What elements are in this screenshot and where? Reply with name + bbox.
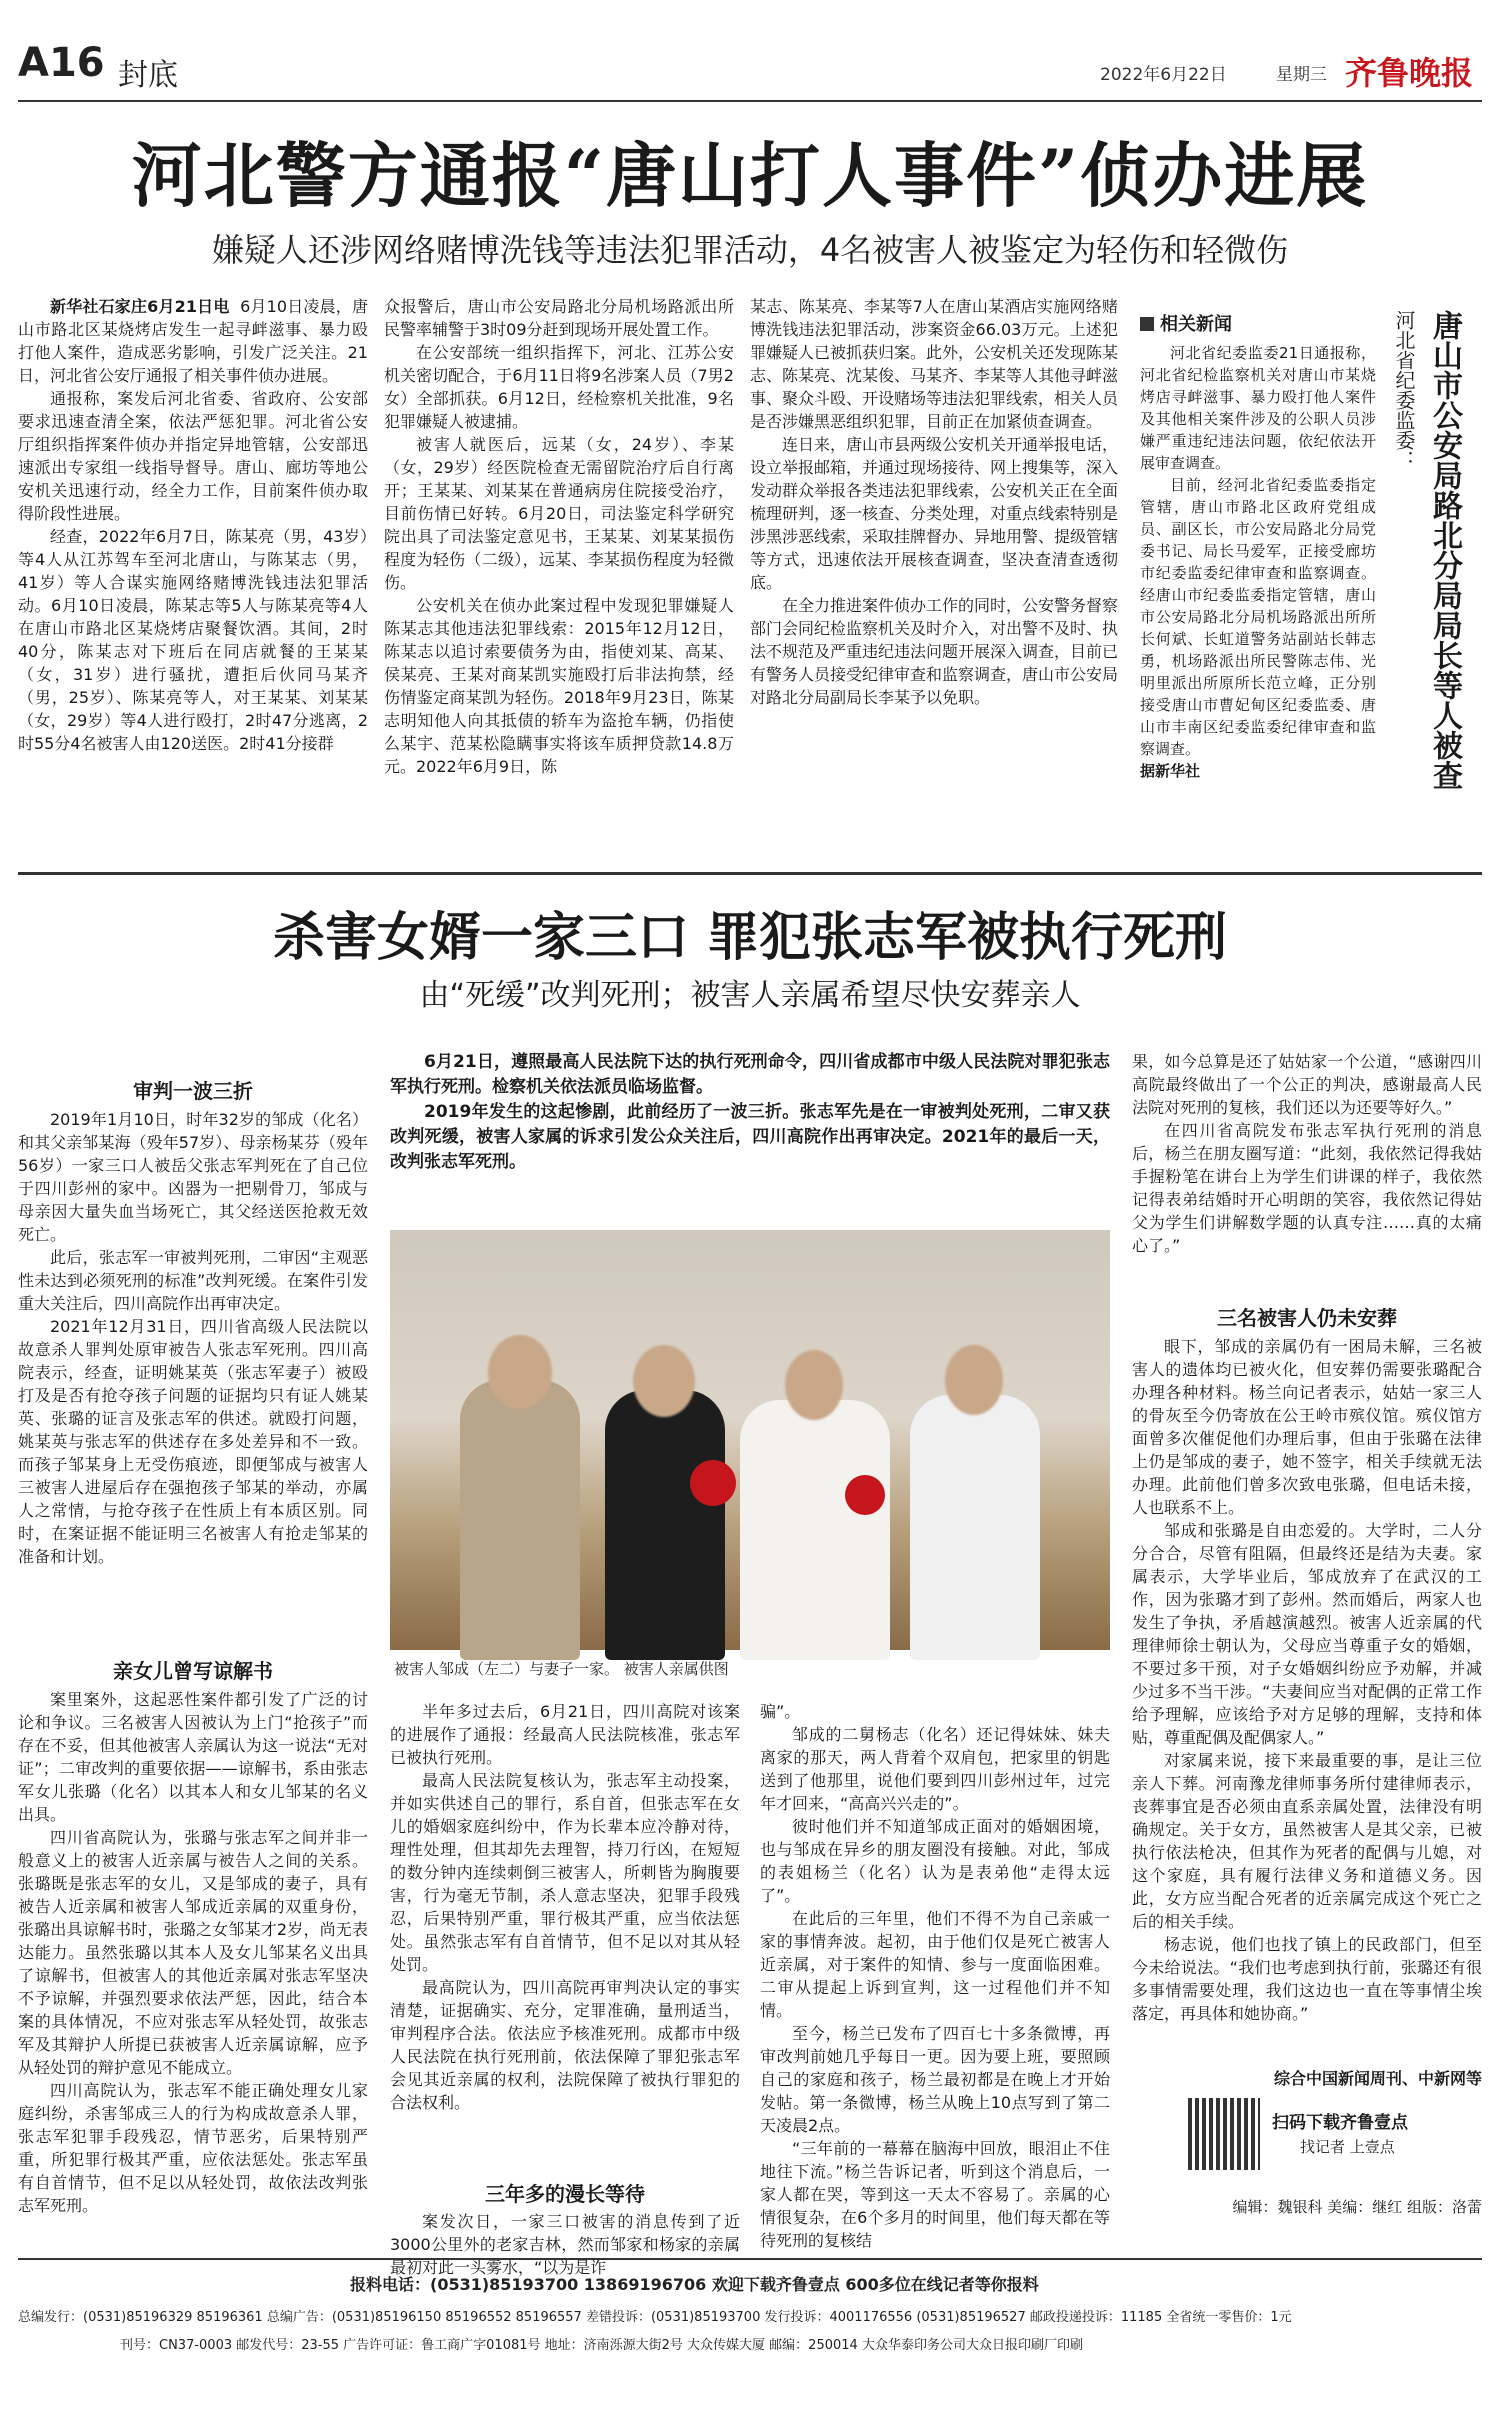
issue-weekday: 星期三: [1276, 65, 1327, 85]
section-name: 封底: [118, 58, 178, 93]
subhead-letter: 亲女儿曾写谅解书: [113, 1659, 273, 1683]
footer-contacts: 总编发行：(0531)85196329 85196361 总编广告：(0531)85196150 85196552 85196557 差错投诉：(0531)85193700 发行投诉：4001176556 (0531)85196527 邮政投递投诉：11185 全省统一零售价：1元: [18, 2310, 1292, 2325]
section-divider: [18, 872, 1482, 875]
person-figure: [910, 1395, 1040, 1660]
article2-column-4b: [1132, 1335, 1482, 2063]
article2-paragraph: 彼时他们并不知道邹成正面对的婚姻困境，也与邹成在异乡的朋友圈没有接触。对此，邹成的表姐杨兰（化名）认为是表弟他“走得太远了”。: [760, 1817, 1110, 1905]
article2-intro: [390, 1050, 1110, 1175]
article2-paragraph: 半年多过去后，6月21日，四川高院对该案的进展作了通报：经最高人民法院核准，张志军已被执行死刑。: [390, 1702, 740, 1767]
blurred-face: [633, 1345, 695, 1417]
article2-paragraph: 杨志说，他们也找了镇上的民政部门，但至今未给说法。“我们也考虑到执行前，张璐还有很多事情需要处理，我们这边也一直在等事情尘埃落定，再具体和她协商。”: [1132, 1935, 1482, 2023]
article2-column-2: [390, 1700, 740, 2175]
related-paragraph: 目前，经河北省纪委监委指定管辖，唐山市路北区政府党组成员、副区长，市公安局路北分局党委书记、局长马爱军，正接受廊坊市纪委监委纪律审查和监察调查。经唐山市纪委监委指定管辖，唐山市公安局路北分局机场路派出所所长何斌、长虹道警务站副站长韩志勇，机场路派出所民警陈志伟、光明里派出所原所长范立峰，正分别接受唐山市曹妃甸区纪委监委、唐山市丰南区纪委监委纪律审查和监察调查。: [1140, 476, 1376, 758]
related-news-body: [1140, 342, 1376, 852]
article1-column-2: [384, 295, 734, 850]
article1-paragraph: 6月10日凌晨，唐山市路北区某烧烤店发生一起寻衅滋事、暴力殴打他人案件，造成恶劣影响，引发广泛关注。21日，河北省公安厅通报了相关事件侦办进展。: [18, 297, 368, 385]
editors-credit: 编辑：魏银科 美编：继红 组版：洛蕾: [1232, 2198, 1482, 2216]
related-headline-small: 河北省纪委监委：: [1392, 310, 1416, 470]
subhead-trial: 审判一波三折: [133, 1079, 253, 1103]
article1-paragraph: 在全力推进案件侦办工作的同时，公安警务督察部门会同纪检监察机关及时介入，对出警不及时、执法不规范及严重违纪违法问题开展深入调查，目前已有警务人员接受纪律审查和监察调查，唐山市公安局对路北分局副局长李某予以免职。: [750, 596, 1119, 707]
square-icon: [1140, 317, 1154, 331]
article1-paragraph: 众报警后，唐山市公安局路北分局机场路派出所民警率辅警于3时09分赶到现场开展处置工作。: [384, 297, 734, 339]
blurred-face: [785, 1350, 843, 1420]
qr-code-icon[interactable]: [1188, 2098, 1260, 2170]
article2-column-4a: [1132, 1050, 1482, 1290]
article1-column-3: [750, 295, 1118, 850]
article2-source: 综合中国新闻周刊、中新网等: [1273, 2069, 1482, 2088]
article2-column-1a: [18, 1108, 368, 1648]
issue-date: 2022年6月22日: [1100, 65, 1227, 85]
related-news-tag: 相关新闻: [1140, 310, 1232, 336]
photo-caption: 被害人邹成（左二）与妻子一家。 被害人亲属供图: [394, 1660, 729, 1678]
article2-paragraph: 在此后的三年里，他们不得不为自己亲戚一家的事情奔波。起初，由于他们仅是死亡被害人近亲属，对于案件的知情、参与一度面临困难。二审从提起上诉到宣判，这一过程他们并不知情。: [760, 1909, 1110, 2020]
page-number: A16: [18, 40, 105, 86]
intro-paragraph: 2019年发生的这起惨剧，此前经历了一波三折。张志军先是在一审被判处死刑，二审又获改判死缓，被害人家属的诉求引发公众关注后，四川高院作出再审决定。2021年的最后一天，改判张志军死刑。: [390, 1102, 1110, 1172]
article1-paragraph: 在公安部统一组织指挥下，河北、江苏公安机关密切配合，于6月11日将9名涉案人员（7男2女）全部抓获。6月12日，经检察机关批准，9名犯罪嫌疑人被逮捕。: [384, 343, 734, 431]
related-headline: 唐山市公安局路北分局局长等人被查: [1427, 310, 1462, 790]
person-figure: [460, 1380, 580, 1660]
intro-paragraph: 6月21日，遵照最高人民法院下达的执行死刑命令，四川省成都市中级人民法院对罪犯张志军执行死刑。检察机关依法派员临场监督。: [390, 1052, 1110, 1097]
article1-paragraph: 通报称，案发后河北省委、省政府、公安部要求迅速查清全案，依法严惩犯罪。河北省公安厅组织指挥案件侦办并指定异地管辖，公安部迅速派出专家组一线指导督导。唐山、廊坊等地公安机关迅速行动，经全力工作，目前案件侦办取得阶段性进展。: [18, 389, 368, 523]
article2-paragraph: 邹成和张璐是自由恋爱的。大学时，二人分分合合，尽管有阻隔，但最终还是结为夫妻。家属表示，大学毕业后，邹成放弃了在武汉的工作，因为张璐才到了彭州。然而婚后，两家人也发生了争执，矛盾越演越烈。被害人近亲属的代理律师徐士朝认为，父母应当尊重子女的婚姻，不要过多干预，对子女婚姻纠纷应予劝解，并减少过多不当干涉。“夫妻间应当对配偶的正常工作给予理解，应该给予对方足够的理解，支持和体贴，尊重配偶及配偶家人。”: [1132, 1521, 1482, 1747]
article2-subheadline: 由“死缓”改判死刑；被害人亲属希望尽快安葬亲人: [419, 978, 1081, 1013]
article2-paragraph: 对家属来说，接下来最重要的事，是让三位亲人下葬。河南豫龙律师事务所付建律师表示，丧葬事宜是否必须由直系亲属处置，法律没有明确规定。关于女方，虽然被害人是其父亲，已被执行依法枪决，但其作为死者的配偶与儿媳，对这个家庭，具有履行法律义务和道德义务。因此，女方应当配合死者的近亲属完成这个死亡之后的相关手续。: [1132, 1751, 1482, 1931]
footer-publication-info: 刊号：CN37-0003 邮发代号：23-55 广告许可证：鲁工商广字01081号 地址：济南泺源大街2号 大众传媒大厦 邮编：250014 大众华泰印务公司大众日报印刷厂印刷: [120, 2338, 1083, 2353]
article2-column-1b: [18, 1688, 368, 2243]
footer-rule: [18, 2258, 1482, 2260]
article2-paragraph: 骗”。: [760, 1702, 801, 1721]
article2-column-3: [760, 1700, 1110, 2255]
article2-paragraph: 2021年12月31日，四川省高级人民法院以故意杀人罪判处原审被告人张志军死刑。四川高院表示，经查，证明姚某英（张志军妻子）被殴打及是否有抢夺孩子问题的证据均只有证人姚某英、张璐的证言及张志军的供述。就殴打问题，姚某英与张志军的供述存在多处差异和不一致。而孩子邹某身上无受伤痕迹，即便邹成与被害人三被害人进屋后存在强抱孩子邹某的举动，亦属人之常情，与抢夺孩子在性质上有本质区别。同时，在案证据不能证明三名被害人有抢走邹某的准备和计划。: [18, 1317, 368, 1566]
qr-sublabel: 找记者 上壹点: [1300, 2138, 1395, 2156]
footer-hotline: 报料电话：(0531)85193700 13869196706 欢迎下载齐鲁壹点 600多位在线记者等你报料: [350, 2275, 1039, 2294]
article1-paragraph: 被害人就医后，远某（女，24岁）、李某（女，29岁）经医院检查无需留院治疗后自行离开；王某某、刘某某在普通病房住院接受治疗，目前伤情已好转。6月20日，司法鉴定科学研究院出具了司法鉴定意见书，王某某、刘某某损伤程度为轻伤（二级），远某、李某损伤程度为轻微伤。: [384, 435, 734, 592]
flower-bouquet: [690, 1460, 736, 1506]
qr-label: 扫码下载齐鲁壹点: [1272, 2113, 1408, 2133]
article2-paragraph: 果，如今总算是还了姑姑家一个公道，“感谢四川高院最终做出了一个公正的判决，感谢最高人民法院对死刑的复核，我们还以为还要等好久。”: [1132, 1052, 1482, 1117]
victims-photo: [390, 1230, 1110, 1650]
flower-bouquet: [845, 1475, 885, 1515]
article1-paragraph: 公安机关在侦办此案过程中发现犯罪嫌疑人陈某志其他违法犯罪线索：2015年12月12日，陈某志以追讨索要债务为由，指使刘某、高某、侯某亮、王某对商某凯实施殴打后非法拘禁，经伤情鉴定商某凯为轻伤。2018年9月23日，陈某志明知他人向其抵债的轿车为盗抢车辆，仍指使么某宇、范某松隐瞒事实将该车质押贷款14.8万元。2022年6月9日，陈: [384, 596, 734, 776]
article2-headline: 杀害女婿一家三口 罪犯张志军被执行死刑: [272, 907, 1228, 968]
person-figure: [740, 1400, 890, 1660]
person-figure: [605, 1390, 725, 1660]
article1-dateline: 新华社石家庄6月21日电: [50, 297, 230, 316]
article2-paragraph: 至今，杨兰已发布了四百七十多条微博，再审改判前她几乎每日一更。因为要上班，要照顾自己的家庭和孩子，杨兰最初都是在晚上才开始发帖。第一条微博，杨兰从晚上10点写到了第二天凌晨2点。: [760, 2024, 1110, 2135]
article1-paragraph: 连日来，唐山市县两级公安机关开通举报电话，设立举报邮箱，并通过现场接待、网上搜集等，深入发动群众举报各类违法犯罪线索，公安机关正在全面梳理研判，逐一核查、分类处理，对重点线索特别是涉黑涉恶线索，采取挂牌督办、异地用警、提级管辖等方式，迅速依法开展核查调查，坚决查清查透彻底。: [750, 435, 1119, 592]
blurred-face: [945, 1345, 1003, 1415]
article2-paragraph: 案发次日，一家三口被害的消息传到了近3000公里外的老家吉林，然而邹家和杨家的亲属最初对此一头雾水，“以为是诈: [390, 2212, 740, 2277]
article2-paragraph: 四川省高院认为，张璐与张志军之间并非一般意义上的被害人近亲属与被告人之间的关系。张璐既是张志军的女儿，又是邹成的妻子，具有被告人近亲属和被害人邹成近亲属的双重身份，张璐出具谅解书时，张璐之女邹某才2岁，尚无表达能力。虽然张璐以其本人及女儿邹某名义出具了谅解书，但被害人的其他近亲属对张志军坚决不予谅解，并强烈要求依法严惩，因此，结合本案的具体情况，不应对张志军从轻处罚，故张志军及其辩护人所提已获被害人近亲属谅解，应予从轻处罚的辩护意见不能成立。: [18, 1828, 368, 2077]
article2-column-2c: [390, 2210, 740, 2277]
article2-paragraph: 邹成的二舅杨志（化名）还记得妹妹、妹夫离家的那天，两人背着个双肩包，把家里的钥匙送到了他那里，说他们要到四川彭州过年，过完年才回来，“高高兴兴走的”。: [760, 1725, 1110, 1813]
blurred-face: [488, 1335, 552, 1409]
related-source: 据新华社: [1140, 762, 1201, 780]
article2-paragraph: 四川高院认为，张志军不能正确处理女儿家庭纠纷，杀害邹成三人的行为构成故意杀人罪，张志军犯罪手段残忍，情节恶劣，后果特别严重，所犯罪行极其严重，应依法惩处。张志军虽有自首情节，但不足以从轻处罚，故依法改判张志军死刑。: [18, 2081, 368, 2215]
article2-paragraph: 此后，张志军一审被判死刑，二审因“主观恶性未达到必须死刑的标准”改判死缓。在案件引发重大关注后，四川高院作出再审决定。: [18, 1248, 368, 1313]
article1-paragraph: 经查，2022年6月7日，陈某亮（男，43岁）等4人从江苏驾车至河北唐山，与陈某志（男，41岁）等人合谋实施网络赌博洗钱违法犯罪活动。6月10日凌晨，陈某志等5人与陈某亮等4人在唐山市路北区某烧烤店聚餐饮酒。其间，2时40分，陈某志对下班后在同店就餐的王某某（女，31岁）进行骚扰，遭拒后伙同马某齐（男，25岁）、陈某亮等人，对王某某、刘某某（女，29岁）等4人进行殴打，2时47分逃离，2时55分4名被害人由120送医。2时41分接群: [18, 527, 368, 753]
subhead-wait: 三年多的漫长等待: [485, 2182, 645, 2206]
article2-paragraph: 最高人民法院复核认为，张志军主动投案，并如实供述自己的罪行，系自首，但张志军在女儿的婚姻家庭纠纷中，作为长辈本应冷静对待，理性处理，但其却先去理智，持刀行凶，在短短的数分钟内连续刺倒三被害人，所刺皆为胸腹要害，行为毫无节制，杀人意志坚决，犯罪手段残忍，后果特别严重，罪行极其严重，应当依法惩处。虽然张志军有自首情节，但不足以对其从轻处罚。: [390, 1771, 740, 1974]
article1-paragraph: 某志、陈某亮、李某等7人在唐山某酒店实施网络赌博洗钱违法犯罪活动，涉案资金66.03万元。上述犯罪嫌疑人已被抓获归案。此外，公安机关还发现陈某志、陈某亮、沈某俊、马某齐、李某等人其他寻衅滋事、聚众斗殴、开设赌场等违法犯罪线索，相关人员是否涉嫌黑恶组织犯罪，目前正在加紧侦查调查。: [750, 297, 1119, 431]
related-news-box: [1140, 310, 1482, 850]
article1-column-1: [18, 295, 368, 850]
article2-paragraph: 眼下，邹成的亲属仍有一困局未解，三名被害人的遗体均已被火化，但安葬仍需要张璐配合办理各种材料。杨兰向记者表示，姑姑一家三人的骨灰至今仍寄放在公王岭市殡仪馆。殡仪馆方面曾多次催促他们办理后事，但由于张璐在法律上仍是邹成的妻子，她不签字，相关手续就无法办理。此前他们曾多次致电张璐，但电话未接，人也联系不上。: [1132, 1337, 1482, 1517]
article1-subheadline: 嫌疑人还涉网络赌博洗钱等违法犯罪活动，4名被害人被鉴定为轻伤和轻微伤: [211, 231, 1289, 269]
newspaper-logo: 齐鲁晚报: [1345, 54, 1474, 92]
article1-headline: 河北警方通报“唐山打人事件”侦办进展: [131, 134, 1369, 217]
article2-paragraph: 最高院认为，四川高院再审判决认定的事实清楚，证据确实、充分，定罪准确，量刑适当，审判程序合法。依法应予核准死刑。成都市中级人民法院在执行死刑前，依法保障了罪犯张志军会见其近亲属的权利，法院保障了被执行罪犯的合法权利。: [390, 1978, 740, 2112]
header-rule: [18, 100, 1482, 102]
related-paragraph: 河北省纪委监委21日通报称，河北省纪检监察机关对唐山市某烧烤店寻衅滋事、暴力殴打他人案件及其他相关案件涉及的公职人员涉嫌严重违纪违法问题，依纪依法开展审查调查。: [1140, 344, 1376, 472]
article2-paragraph: 案里案外，这起恶性案件都引发了广泛的讨论和争议。三名被害人因被认为上门“抢孩子”而存在不妥，但其他被害人亲属认为这一说法“无对证”；二审改判的重要依据——谅解书，系由张志军女儿张璐（化名）以其本人和女儿邹某的名义出具。: [18, 1690, 368, 1824]
article2-paragraph: “三年前的一幕幕在脑海中回放，眼泪止不住地往下流。”杨兰告诉记者，听到这个消息后，一家人都在哭，等到这一天太不容易了。亲属的心情很复杂，在6个多月的时间里，他们每天都在等待死刑的复核结: [760, 2139, 1110, 2250]
subhead-burial: 三名被害人仍未安葬: [1217, 1306, 1397, 1330]
article2-paragraph: 在四川省高院发布张志军执行死刑的消息后，杨兰在朋友圈写道：“此刻，我依然记得我姑手握粉笔在讲台上为学生们讲课的样子，我依然记得表弟结婚时开心明朗的笑容，我依然记得姑父为学生们讲解数学题的认真专注……真的太痛心了。”: [1132, 1121, 1482, 1255]
article2-paragraph: 2019年1月10日，时年32岁的邹成（化名）和其父亲邹某海（殁年57岁）、母亲杨某芬（殁年56岁）一家三口人被岳父张志军判死在了自己位于四川彭州的家中。凶器为一把剔骨刀，邹成与母亲因大量失血当场死亡，其父经送医抢救无效死亡。: [18, 1110, 368, 1244]
